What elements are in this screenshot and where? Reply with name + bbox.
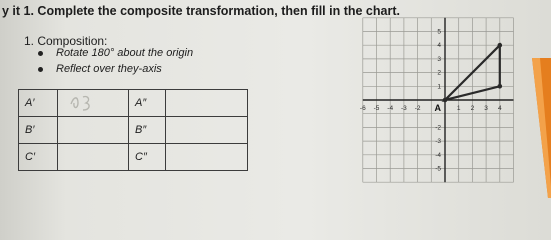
y-tick-label: 3 <box>437 55 441 63</box>
y-tick-label: 1 <box>437 83 441 91</box>
y-tick-label: 4 <box>437 42 441 50</box>
label-b-prime: B′ <box>19 117 58 144</box>
answer-cell-b-double-prime[interactable] <box>166 117 248 144</box>
answer-cell-c-double-prime[interactable] <box>166 144 248 171</box>
table-row <box>19 90 248 117</box>
assignment-title: y it 1. Complete the composite transformation, then fill in the chart. <box>2 4 400 18</box>
answer-cell-a-prime[interactable] <box>58 90 129 117</box>
table-row <box>19 144 248 171</box>
x-tick-label: 3 <box>484 105 488 112</box>
y-tick-label: 5 <box>437 28 441 36</box>
vertex-point <box>443 98 448 103</box>
x-tick-label: -3 <box>401 105 407 112</box>
bullet-icon <box>38 51 43 56</box>
y-tick-label: 2 <box>437 69 441 77</box>
label-b-double-prime: B″ <box>129 117 166 144</box>
answer-cell-a-double-prime[interactable] <box>166 90 248 117</box>
vertex-point <box>498 84 503 89</box>
x-tick-label: -5 <box>373 105 380 112</box>
y-tick-label: -3 <box>435 138 441 146</box>
erased-pencil-marks <box>68 92 98 114</box>
composition-step-text: Rotate 180° about the origin <box>56 47 194 59</box>
x-tick-label: 2 <box>470 105 475 112</box>
coordinate-grid[interactable] <box>355 0 540 190</box>
y-tick-label: -5 <box>435 165 441 173</box>
x-tick-label: 4 <box>497 105 502 112</box>
vertex-label-a: A <box>434 103 441 113</box>
composition-step-text: Reflect over they-axis <box>56 63 162 75</box>
table-row <box>19 117 248 144</box>
label-c-prime: C′ <box>19 144 58 171</box>
vertex-point <box>498 43 503 48</box>
x-tick-label: -6 <box>359 105 366 112</box>
x-tick-label: 1 <box>456 105 461 112</box>
composition-step-1 <box>38 47 193 59</box>
bullet-icon <box>38 67 43 72</box>
pencil-icon <box>518 58 551 198</box>
answer-cell-b-prime[interactable] <box>58 117 129 144</box>
composition-step-2 <box>38 63 162 75</box>
y-tick-label: -2 <box>435 124 441 132</box>
label-c-double-prime: C″ <box>129 144 166 171</box>
y-tick-label: -4 <box>435 151 441 159</box>
label-a-double-prime: A″ <box>129 90 166 117</box>
answer-cell-c-prime[interactable] <box>58 144 129 171</box>
x-tick-label: -4 <box>387 105 394 112</box>
label-a-prime: A′ <box>19 90 58 117</box>
answer-chart <box>18 89 248 171</box>
x-tick-label: -2 <box>414 105 421 112</box>
composition-heading: 1. Composition: <box>24 34 108 48</box>
